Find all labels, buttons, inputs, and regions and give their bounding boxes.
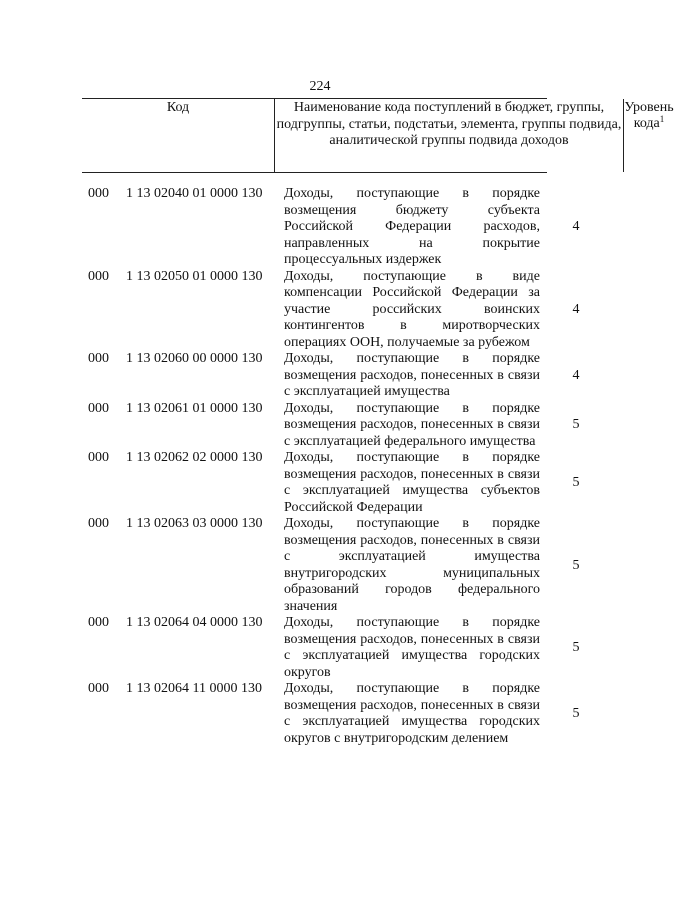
- header-code-label: Код: [166, 100, 190, 115]
- revenue-name: Доходы, поступающие в порядке возмещения расходов, понесенных в связи с эксплуатацией имущества городских округов: [284, 615, 540, 680]
- admin-code: 000: [88, 516, 109, 531]
- revenue-code: 1 13 02061 01 0000 130: [126, 400, 263, 416]
- revenue-name: Доходы, поступающие в виде компенсации Российской Федерации за участие российских воинских контингентов в миротворческих операциях ООН, получаемые за рубежом: [284, 268, 540, 350]
- table-header: [82, 98, 674, 173]
- header-level: [624, 99, 674, 172]
- revenue-name: Доходы, поступающие в порядке возмещения расходов, понесенных в связи с эксплуатацией имущества внутригородских муниципальных образований городов федерального значения: [284, 516, 540, 614]
- revenue-code: 1 13 02064 11 0000 130: [126, 681, 262, 696]
- revenue-code: 1 13 02060 00 0000 130: [126, 351, 263, 366]
- admin-code: 000: [88, 351, 109, 366]
- admin-code: 000: [88, 681, 109, 696]
- code-level: 4: [572, 219, 580, 234]
- table-row: [0, 186, 640, 269]
- code-level: 5: [572, 705, 580, 721]
- header-level-footnote: 1: [659, 114, 665, 124]
- revenue-name: Доходы, поступающие в порядке возмещения расходов, понесенных в связи с эксплуатацией имущества субъектов Российской Федерации: [284, 450, 540, 515]
- table-row: [0, 681, 640, 747]
- table-row: [0, 269, 640, 352]
- header-name: Наименование кода поступлений в бюджет, группы, подгруппы, статьи, подстатьи, элемента, группы подвида, аналитической группы подвида доходов: [275, 99, 624, 172]
- header-code: [82, 99, 275, 172]
- revenue-name: Доходы, поступающие в порядке возмещения расходов, понесенных в связи с эксплуатацией имущества городских округов с внутригородским делением: [284, 681, 540, 746]
- admin-code: 000: [88, 450, 109, 465]
- code-level: 5: [572, 417, 580, 432]
- revenue-code: 1 13 02064 04 0000 130: [126, 615, 263, 630]
- admin-code: 000: [88, 400, 109, 416]
- admin-code: 000: [88, 268, 109, 284]
- table-row: [0, 615, 640, 681]
- header-level-label: Уровень кода: [624, 100, 674, 131]
- admin-code: 000: [88, 615, 109, 630]
- code-level: 4: [572, 367, 580, 383]
- table-row: [0, 401, 640, 451]
- admin-code: 000: [88, 186, 109, 201]
- revenue-code: 1 13 02040 01 0000 130: [126, 186, 263, 201]
- table-row: [0, 450, 640, 516]
- code-level: 4: [572, 301, 580, 317]
- page-number: 224: [309, 79, 331, 94]
- code-level: 5: [572, 474, 580, 490]
- code-level: 5: [572, 557, 580, 573]
- revenue-code: 1 13 02062 02 0000 130: [126, 450, 263, 465]
- revenue-name: Доходы, поступающие в порядке возмещения бюджету субъекта Российской Федерации расходов, направленных на покрытие процессуальных издержек: [284, 186, 540, 267]
- revenue-code: 1 13 02063 03 0000 130: [126, 516, 263, 531]
- table-row: [0, 351, 640, 401]
- table-body: [0, 186, 640, 747]
- revenue-name: Доходы, поступающие в порядке возмещения расходов, понесенных в связи с эксплуатацией федерального имущества: [284, 400, 540, 449]
- table-row: [0, 516, 640, 615]
- revenue-code: 1 13 02050 01 0000 130: [126, 268, 263, 284]
- revenue-name: Доходы, поступающие в порядке возмещения расходов, понесенных в связи с эксплуатацией имущества: [284, 351, 540, 399]
- code-level: 5: [572, 639, 580, 655]
